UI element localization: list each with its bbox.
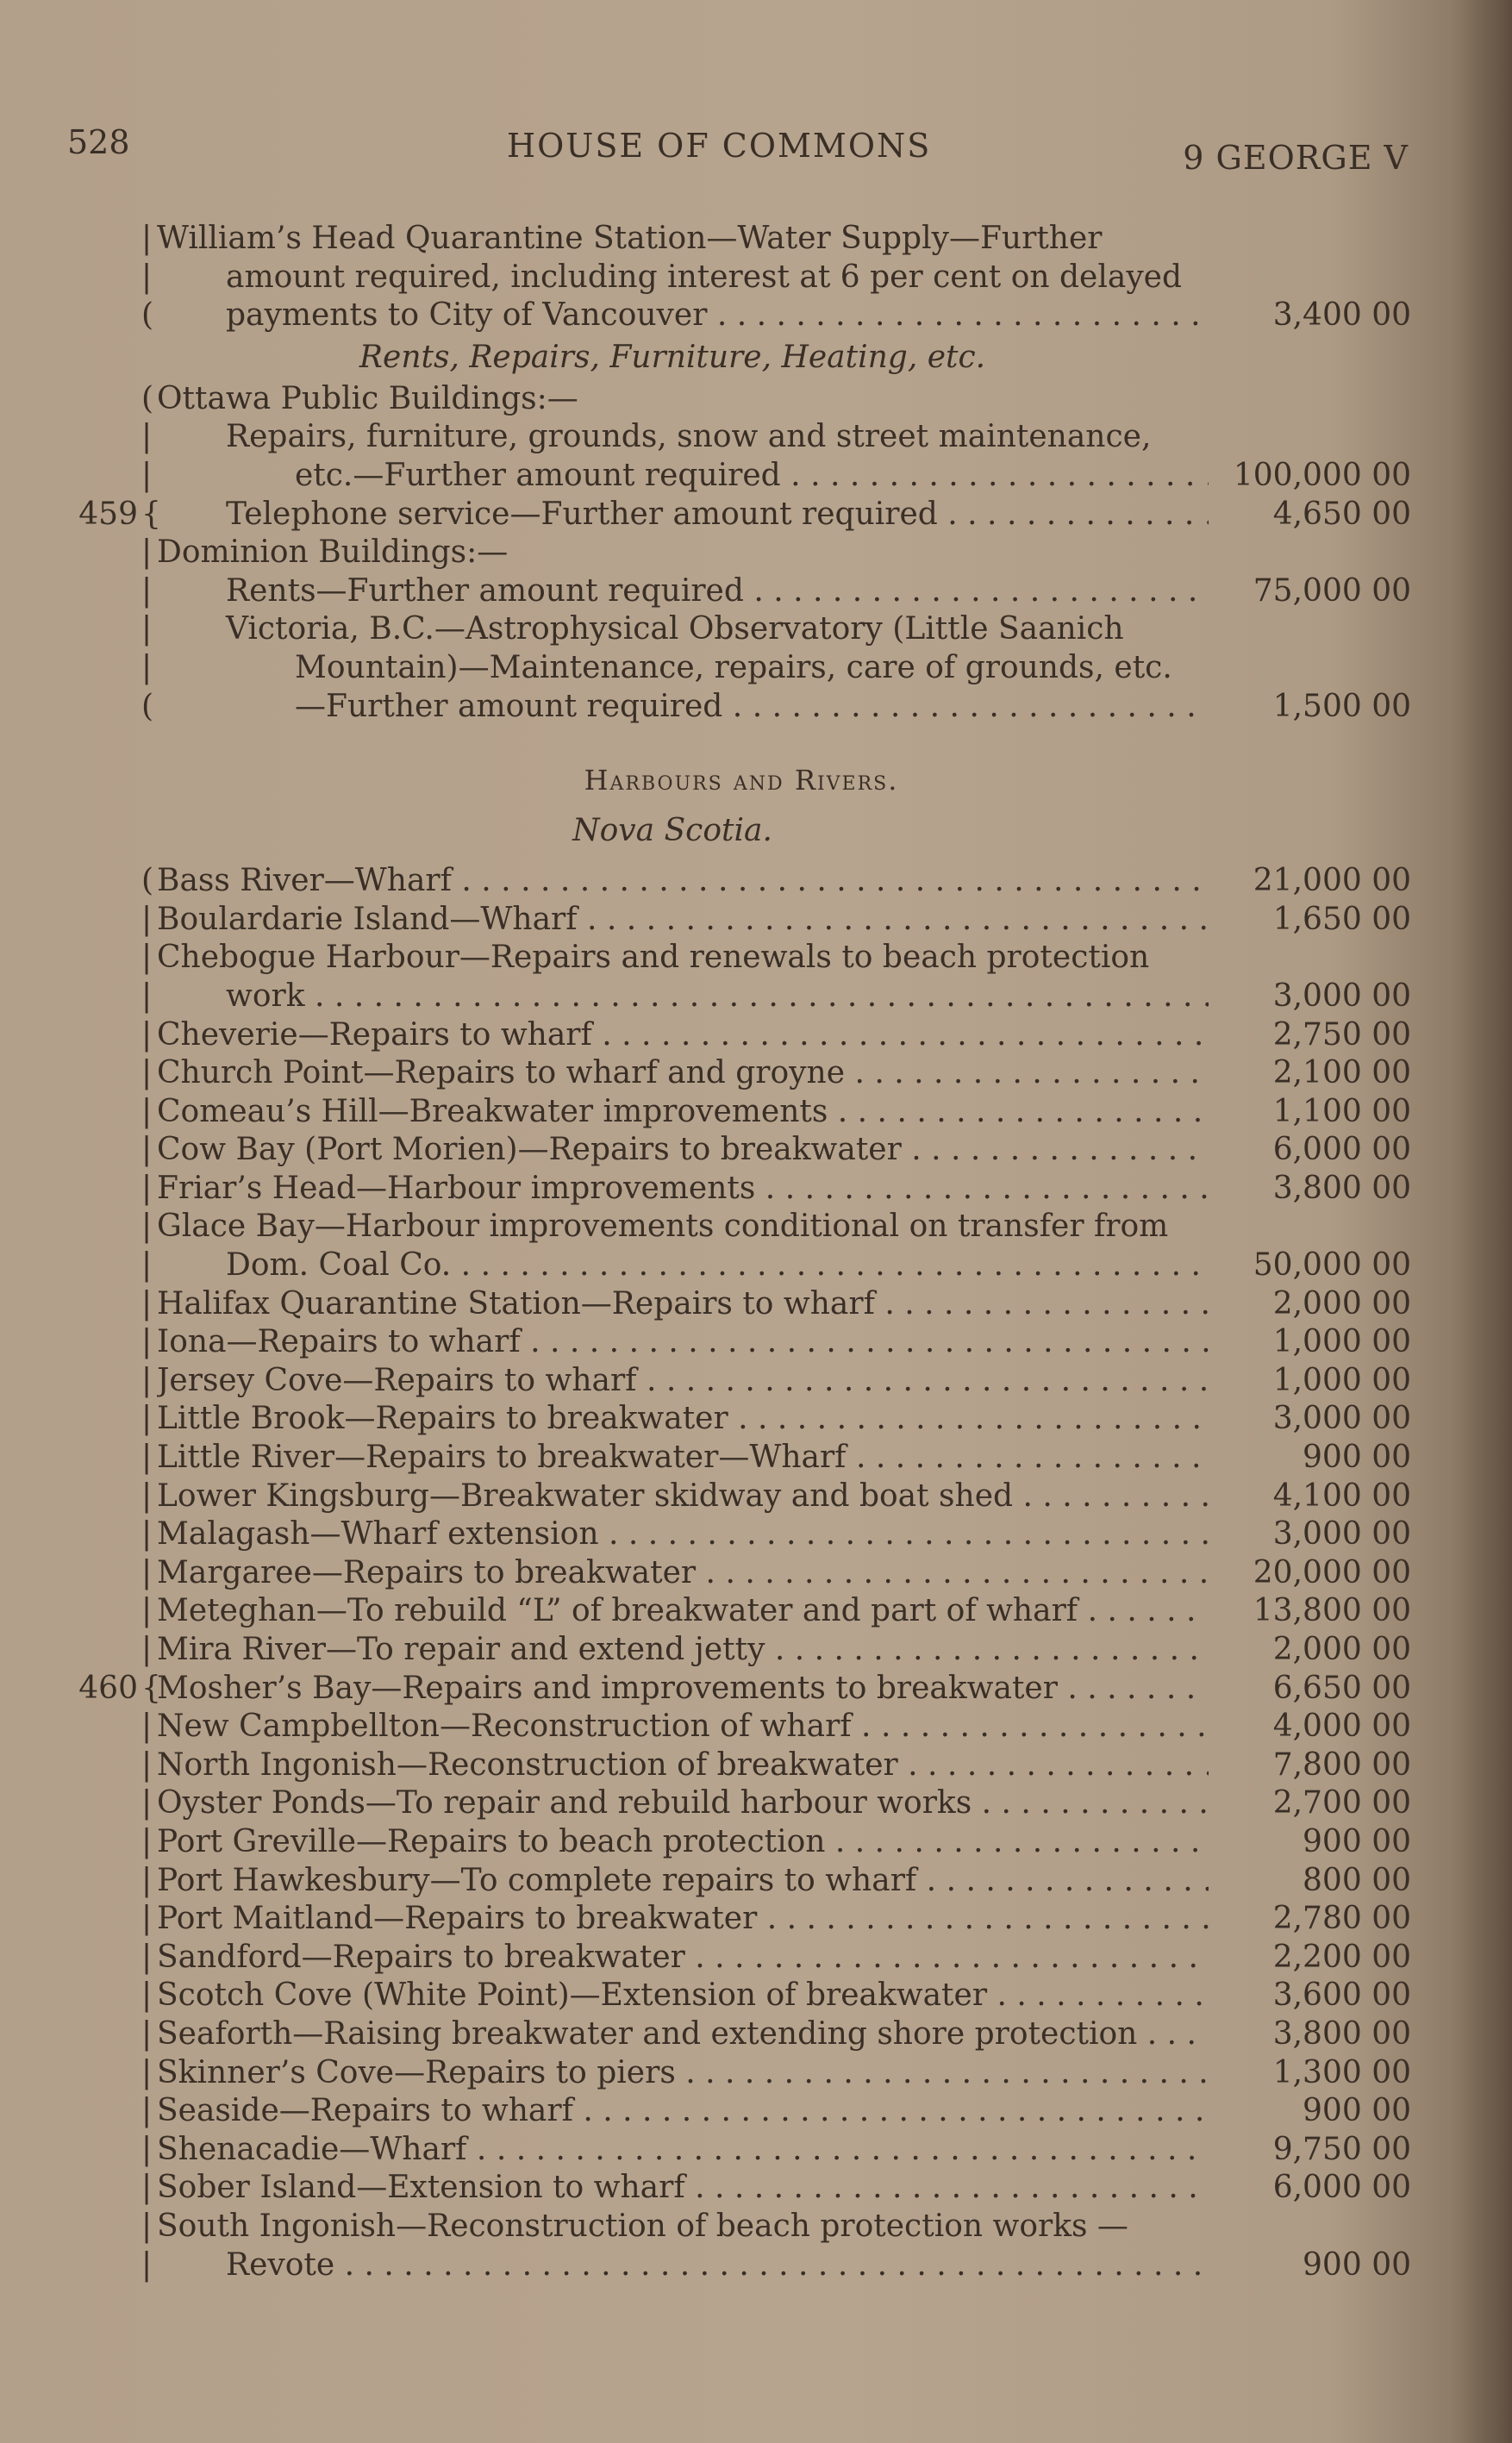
item-amount: 2,780 00: [1272, 1901, 1411, 1937]
item-description: Oyster Ponds—To repair and rebuild harbour works . . .: [157, 1784, 1209, 1823]
group-heading: Ottawa Public Buildings:—: [157, 380, 578, 416]
ledger-line: | Jersey Cove—Repairs to wharf . . . 1,000 00: [69, 1362, 1414, 1401]
item-amount: 9,750 00: [1272, 2131, 1411, 2167]
ledger-line: | Scotch Cove (White Point)—Extension of breakwater . . . 3,600 00: [69, 1977, 1414, 2015]
item-amount: 20,000 00: [1253, 1554, 1411, 1590]
item-amount: 6,650 00: [1272, 1670, 1411, 1706]
item-amount: 7,800 00: [1272, 1746, 1411, 1783]
item-description: Victoria, B.C.—Astrophysical Observatory (Little Saanich: [226, 611, 1124, 647]
ledger-line: | Mountain)—Maintenance, repairs, care of grounds, etc.: [69, 649, 1414, 688]
vote-number: 459: [78, 496, 138, 532]
item-amount: 3,000 00: [1272, 978, 1411, 1014]
ledger-line: | Sober Island—Extension to wharf . . . 6,000 00: [69, 2169, 1414, 2208]
item-amount: 3,400 00: [1272, 297, 1411, 334]
item-amount: 3,800 00: [1272, 1170, 1411, 1206]
item-description: Iona—Repairs to wharf . . .: [157, 1323, 1209, 1362]
ledger-line: ( Bass River—Wharf . . . 21,000 00: [69, 862, 1414, 901]
item-description: Meteghan—To rebuild “L” of breakwater and part of wharf . . .: [157, 1592, 1209, 1631]
item-description: Chebogue Harbour—Repairs and renewals to beach protection: [157, 940, 1150, 976]
item-description: Church Point—Repairs to wharf and groyne . . .: [157, 1054, 1209, 1093]
item-description: Jersey Cove—Repairs to wharf . . .: [157, 1362, 1209, 1401]
item-amount: 6,000 00: [1272, 1132, 1411, 1168]
item-description: Seaforth—Raising breakwater and extending shore protection . . .: [157, 2015, 1209, 2054]
ledger-line: | Meteghan—To rebuild “L” of breakwater and part of wharf . . . 13,800 00: [69, 1592, 1414, 1631]
item-description: Comeau’s Hill—Breakwater improvements . . .: [157, 1093, 1209, 1132]
item-description: Bass River—Wharf . . .: [157, 862, 1209, 901]
item-amount: 3,000 00: [1272, 1401, 1411, 1437]
item-description: Little Brook—Repairs to breakwater . . .: [157, 1400, 1209, 1439]
item-amount: 1,500 00: [1272, 688, 1411, 724]
ledger-line: | Iona—Repairs to wharf . . . 1,000 00: [69, 1323, 1414, 1362]
item-amount: 900 00: [1303, 1823, 1411, 1859]
ledger-line: | etc.—Further amount required . . . 100,000 00: [69, 457, 1414, 496]
group-heading: Dominion Buildings:—: [157, 534, 509, 571]
section-heading: Harbours and Rivers.: [584, 764, 899, 797]
ledger-line: | work . . . 3,000 00: [69, 978, 1414, 1016]
ledger-line: | Seaside—Repairs to wharf . . . 900 00: [69, 2092, 1414, 2131]
item-description: Boulardarie Island—Wharf . . .: [157, 901, 1209, 940]
ledger-line: | Dominion Buildings:—: [69, 534, 1414, 572]
ledger-line: | Little Brook—Repairs to breakwater . . . 3,000 00: [69, 1400, 1414, 1439]
regnal-year: 9 GEORGE V: [1183, 139, 1409, 177]
item-description: South Ingonish—Reconstruction of beach protection works —: [157, 2208, 1128, 2244]
item-description: Sober Island—Extension to wharf . . .: [157, 2169, 1209, 2208]
item-description: Glace Bay—Harbour improvements conditional on transfer from: [157, 1209, 1169, 1245]
item-amount: 2,000 00: [1272, 1285, 1411, 1321]
item-amount: 6,000 00: [1272, 2170, 1411, 2206]
item-description: —Further amount required . . .: [157, 688, 1209, 727]
ledger-line: | Mira River—To repair and extend jetty . . . 2,000 00: [69, 1631, 1414, 1670]
ledger-line: | Oyster Ponds—To repair and rebuild harbour works . . . 2,700 00: [69, 1784, 1414, 1823]
item-amount: 21,000 00: [1253, 863, 1411, 899]
item-amount: 1,000 00: [1272, 1362, 1411, 1398]
item-amount: 4,100 00: [1272, 1478, 1411, 1514]
item-amount: 1,000 00: [1272, 1324, 1411, 1360]
item-amount: 1,650 00: [1272, 901, 1411, 937]
item-amount: 900 00: [1303, 2246, 1411, 2283]
ledger-line: | Rents—Further amount required . . . 75,000 00: [69, 572, 1414, 611]
item-amount: 3,000 00: [1272, 1516, 1411, 1553]
ledger-line: | Glace Bay—Harbour improvements conditional on transfer from: [69, 1208, 1414, 1246]
item-description: Scotch Cove (White Point)—Extension of breakwater . . .: [157, 1977, 1209, 2015]
item-description: North Ingonish—Reconstruction of breakwater . . .: [157, 1746, 1209, 1785]
item-amount: 2,000 00: [1272, 1632, 1411, 1667]
item-amount: 900 00: [1303, 2093, 1411, 2129]
ledger-line: | Repairs, furniture, grounds, snow and street maintenance,: [69, 418, 1414, 457]
vote-number: 460: [78, 1670, 138, 1706]
item-description: Port Hawkesbury—To complete repairs to wharf . . .: [157, 1862, 1209, 1901]
item-amount: 2,750 00: [1272, 1016, 1411, 1053]
item-description: New Campbellton—Reconstruction of wharf . . .: [157, 1708, 1209, 1746]
item-description: Margaree—Repairs to breakwater . . .: [157, 1554, 1209, 1593]
page-title: HOUSE OF COMMONS: [507, 127, 932, 165]
item-description: Shenacadie—Wharf . . .: [157, 2131, 1209, 2170]
ledger-line: | Revote . . . 900 00: [69, 2246, 1414, 2285]
ledger-line: | Lower Kingsburg—Breakwater skidway and boat shed . . . 4,100 00: [69, 1478, 1414, 1516]
item-description: Mountain)—Maintenance, repairs, care of grounds, etc.: [295, 649, 1172, 685]
ledger-line: | amount required, including interest at 6 per cent on delayed: [69, 259, 1414, 297]
item-description: Little River—Repairs to breakwater—Wharf . . .: [157, 1439, 1209, 1478]
ledger-line: | Chebogue Harbour—Repairs and renewals to beach protection: [69, 939, 1414, 978]
estimates-body: [69, 220, 1414, 2284]
item-amount: 800 00: [1303, 1862, 1411, 1898]
item-description: etc.—Further amount required . . .: [157, 457, 1209, 496]
item-description: Sandford—Repairs to breakwater . . .: [157, 1939, 1209, 1978]
ledger-line: ( payments to City of Vancouver . . . 3,400 00: [69, 297, 1414, 335]
ledger-line: 459 { Telephone service—Further amount required . . . 4,650 00: [69, 496, 1414, 534]
item-description: Telephone service—Further amount required . . .: [157, 496, 1209, 534]
item-amount: 3,600 00: [1272, 1978, 1411, 2014]
section-subheading: Rents, Repairs, Furniture, Heating, etc.: [359, 339, 986, 375]
ledger-line: | South Ingonish—Reconstruction of beach protection works —: [69, 2208, 1414, 2246]
item-description: William’s Head Quarantine Station—Water Supply—Further: [157, 221, 1103, 256]
ledger-line: | Friar’s Head—Harbour improvements . . . 3,800 00: [69, 1170, 1414, 1209]
ledger-line: | Skinner’s Cove—Repairs to piers . . . 1,300 00: [69, 2054, 1414, 2093]
page-header: [67, 123, 1409, 177]
item-amount: 4,650 00: [1272, 496, 1411, 532]
ledger-line: | New Campbellton—Reconstruction of wharf . . . 4,000 00: [69, 1708, 1414, 1746]
page-number: 528: [67, 123, 130, 161]
item-description: Cow Bay (Port Morien)—Repairs to breakwater . . .: [157, 1131, 1209, 1170]
ledger-line: | Little River—Repairs to breakwater—Wharf . . . 900 00: [69, 1439, 1414, 1478]
item-amount: 100,000 00: [1233, 457, 1411, 493]
item-description: Friar’s Head—Harbour improvements . . .: [157, 1170, 1209, 1209]
item-description: Malagash—Wharf extension . . .: [157, 1515, 1209, 1554]
ledger-line: | William’s Head Quarantine Station—Water Supply—Further: [69, 220, 1414, 259]
item-amount: 2,200 00: [1272, 1939, 1411, 1975]
ledger-line: | Malagash—Wharf extension . . . 3,000 00: [69, 1515, 1414, 1554]
ledger-line: | Dom. Coal Co. . . . 50,000 00: [69, 1246, 1414, 1285]
item-amount: 3,800 00: [1272, 2015, 1411, 2052]
ledger-line: ( Ottawa Public Buildings:—: [69, 380, 1414, 419]
item-description: Mosher’s Bay—Repairs and improvements to breakwater . . .: [157, 1670, 1209, 1709]
item-description: Halifax Quarantine Station—Repairs to wharf . . .: [157, 1285, 1209, 1324]
item-description: Lower Kingsburg—Breakwater skidway and boat shed . . .: [157, 1478, 1209, 1516]
ledger-line: | Church Point—Repairs to wharf and groyne . . . 2,100 00: [69, 1054, 1414, 1093]
item-amount: 1,100 00: [1272, 1093, 1411, 1129]
item-description: Seaside—Repairs to wharf . . .: [157, 2092, 1209, 2131]
item-amount: 1,300 00: [1272, 2054, 1411, 2090]
ledger-line: ( —Further amount required . . . 1,500 00: [69, 688, 1414, 727]
item-description: Mira River—To repair and extend jetty . . .: [157, 1631, 1209, 1670]
ledger-line: | Cow Bay (Port Morien)—Repairs to breakwater . . . 6,000 00: [69, 1131, 1414, 1170]
ledger-line: | Sandford—Repairs to breakwater . . . 2,200 00: [69, 1939, 1414, 1978]
ledger-line: | North Ingonish—Reconstruction of breakwater . . . 7,800 00: [69, 1746, 1414, 1785]
ledger-line: | Boulardarie Island—Wharf . . . 1,650 00: [69, 901, 1414, 940]
ledger-line: | Margaree—Repairs to breakwater . . . 20,000 00: [69, 1554, 1414, 1593]
item-description: Port Greville—Repairs to beach protection . . .: [157, 1823, 1209, 1862]
item-amount: 50,000 00: [1253, 1247, 1411, 1284]
item-amount: 2,700 00: [1272, 1785, 1411, 1821]
section-subheading: Nova Scotia.: [572, 813, 772, 849]
ledger-line: 460 { Mosher’s Bay—Repairs and improvements to breakwater . . . 6,650 00: [69, 1670, 1414, 1709]
item-description: payments to City of Vancouver . . .: [157, 297, 1209, 335]
item-description: amount required, including interest at 6 per cent on delayed: [226, 259, 1183, 295]
ledger-line: | Halifax Quarantine Station—Repairs to wharf . . . 2,000 00: [69, 1285, 1414, 1324]
ledger-line: | Port Maitland—Repairs to breakwater . . . 2,780 00: [69, 1900, 1414, 1939]
item-description: Skinner’s Cove—Repairs to piers . . .: [157, 2054, 1209, 2093]
item-amount: 4,000 00: [1272, 1709, 1411, 1745]
item-description: Dom. Coal Co. . . .: [157, 1246, 1209, 1285]
item-description: Cheverie—Repairs to wharf . . .: [157, 1016, 1209, 1055]
ledger-line: | Comeau’s Hill—Breakwater improvements . . . 1,100 00: [69, 1093, 1414, 1132]
ledger-line: | Shenacadie—Wharf . . . 9,750 00: [69, 2131, 1414, 2170]
item-description: Port Maitland—Repairs to breakwater . . .: [157, 1900, 1209, 1939]
item-amount: 900 00: [1303, 1440, 1411, 1476]
ledger-line: | Seaforth—Raising breakwater and extending shore protection . . . 3,800 00: [69, 2015, 1414, 2054]
item-amount: 13,800 00: [1253, 1593, 1411, 1629]
harbour-item-list: [69, 862, 1414, 2284]
item-amount: 75,000 00: [1253, 572, 1411, 609]
ledger-line: | Victoria, B.C.—Astrophysical Observatory (Little Saanich: [69, 610, 1414, 649]
ledger-line: | Cheverie—Repairs to wharf . . . 2,750 00: [69, 1016, 1414, 1055]
item-amount: 2,100 00: [1272, 1055, 1411, 1091]
ledger-line: | Port Greville—Repairs to beach protection . . . 900 00: [69, 1823, 1414, 1862]
item-description: Revote . . .: [157, 2246, 1209, 2285]
item-description: Rents—Further amount required . . .: [157, 572, 1209, 611]
item-description: Repairs, furniture, grounds, snow and street maintenance,: [226, 419, 1152, 455]
item-description: work . . .: [157, 978, 1209, 1016]
ledger-line: | Port Hawkesbury—To complete repairs to wharf . . . 800 00: [69, 1862, 1414, 1901]
